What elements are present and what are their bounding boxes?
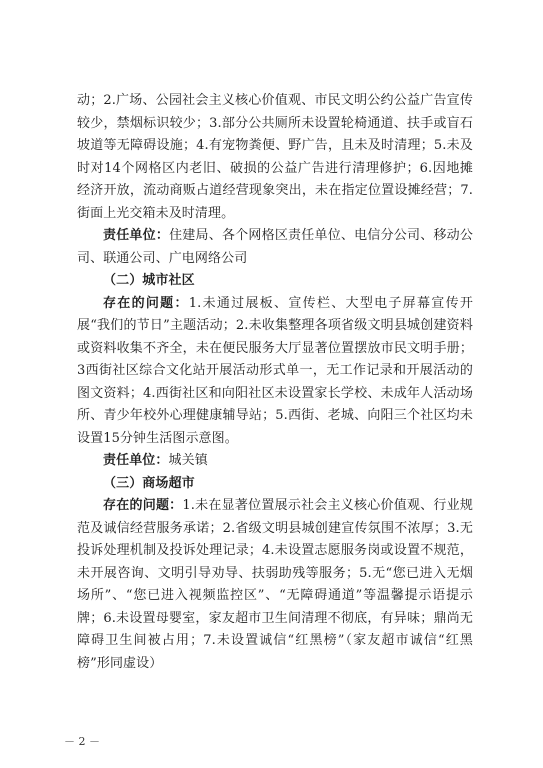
- responsibility-paragraph-2: [77, 450, 473, 473]
- responsibility-paragraph-1: [77, 225, 473, 270]
- page-number: － 2 －: [64, 735, 100, 748]
- responsibility-label: 责任单位：: [103, 453, 169, 468]
- responsibility-text: 住建局、各个网格区责任单位、电信分公司、移动公司、联通公司、广电网络公司: [77, 228, 473, 266]
- problems-paragraph-supermarkets: [77, 495, 473, 675]
- document-body: [77, 90, 473, 675]
- problems-text: 1.未在显著位置展示社会主义核心价值观、行业规范及诚信经营服务承诺；2.省级文明县城创建宣传氛围不浓厚；3.无投诉处理机制及投诉处理记录；4.未设置志愿服务岗或设置不规范，未开展咨询、文明引导劝导、扶弱助残等服务；5.无“您已进入无烟场所”、“您已进入视频监控区”、“无障碍通道”等温馨提示语提示牌；6.未设置母婴室，家友超市卫生间清理不彻底，有异味；鼎尚无障碍卫生间被占用；7.未设置诚信“红黑榜”（家友超市诚信“红黑榜”形同虚设）: [77, 498, 473, 671]
- problems-label: 存在的问题：: [103, 295, 189, 311]
- problems-text: 1.未通过展板、宣传栏、大型电子屏幕宣传开展“我们的节日”主题活动；2.未收集整理各项省级文明县城创建资料或资料收集不齐全，未在便民服务大厅显著位置摆放市民文明手册；3西街社区综合文化站开展活动形式单一，无工作记录和开展活动的图文资料；4.西街社区和向阳社区未设置家长学校、未成年人活动场所、青少年校外心理健康辅导站；5.西街、老城、向阳三个社区均未设置15分钟生活图示意图。: [77, 295, 473, 446]
- problems-label: 存在的问题：: [103, 498, 183, 513]
- responsibility-text: 城关镇: [168, 453, 208, 468]
- paragraph-continuation: 动；2.广场、公园社会主义核心价值观、市民文明公约公益广告宣传较少，禁烟标识较少；3.部分公共厕所未设置轮椅通道、扶手或盲石坡道等无障碍设施；4.有宠物粪便、野广告，且未及时清理；5.未及时对14个网格区内老旧、破损的公益广告进行清理修护；6.因地摊经济开放，流动商贩占道经营现象突出，未在指定位置设摊经营；7.街面上光交箱未及时清理。: [77, 93, 473, 221]
- responsibility-label: 责任单位：: [103, 228, 170, 243]
- problems-paragraph-community: [77, 293, 473, 451]
- section-heading-supermarkets: （三）商场超市: [103, 475, 195, 491]
- section-heading-community: （二）城市社区: [103, 273, 195, 288]
